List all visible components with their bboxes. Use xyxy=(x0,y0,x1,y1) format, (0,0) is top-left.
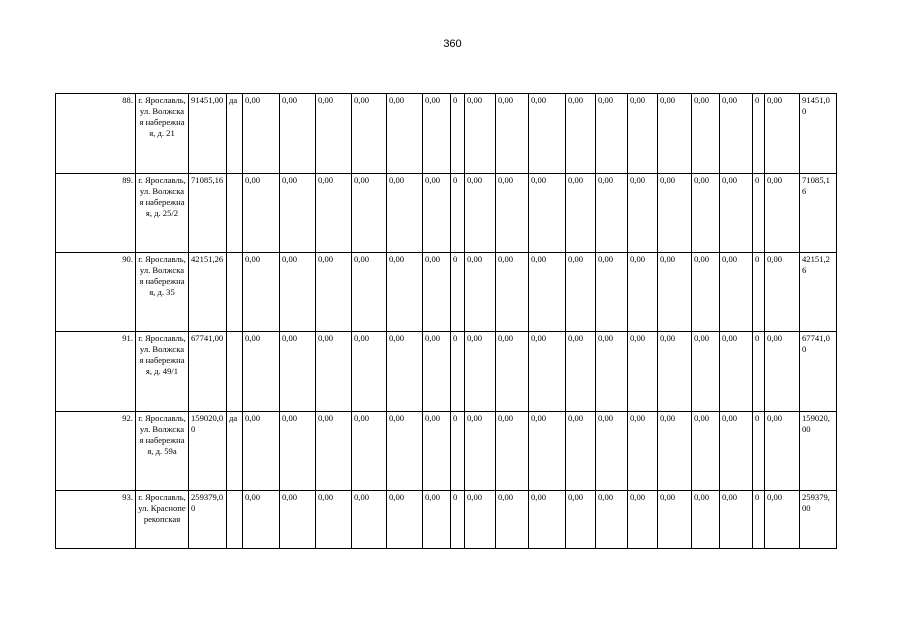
value-cell: 0,00 xyxy=(529,332,566,412)
value-cell: 0,00 xyxy=(465,94,496,174)
value-cell: 0,00 xyxy=(596,491,628,549)
total-cell: 67741,00 xyxy=(189,332,227,412)
value-cell: 0,00 xyxy=(692,491,720,549)
value-cell: 0,00 xyxy=(316,94,352,174)
value-cell: 0,00 xyxy=(566,332,596,412)
value-cell: 0,00 xyxy=(566,491,596,549)
value-cell: 0,00 xyxy=(692,253,720,332)
value-cell: 0,00 xyxy=(387,94,423,174)
value-cell: 0,00 xyxy=(496,412,529,491)
value-cell: 0,00 xyxy=(496,94,529,174)
value-cell: 0,00 xyxy=(658,491,692,549)
value-cell: 0,00 xyxy=(596,412,628,491)
value-cell: 0,00 xyxy=(387,491,423,549)
value-cell: 0,00 xyxy=(596,94,628,174)
value-cell: 0 xyxy=(753,174,765,253)
flag-cell: да xyxy=(227,412,243,491)
value-cell: 0,00 xyxy=(423,94,451,174)
value-cell: 0,00 xyxy=(243,174,280,253)
value-cell: 0,00 xyxy=(566,174,596,253)
address-cell: г. Ярославль, ул. Волжская набережная, д. 25/2 xyxy=(136,174,189,253)
value-cell: 0,00 xyxy=(280,253,316,332)
table-row xyxy=(56,412,837,491)
value-cell: 0,00 xyxy=(352,94,387,174)
value-cell: 0,00 xyxy=(720,174,753,253)
row-number-cell: 90. xyxy=(56,253,136,332)
address-cell: г. Ярославль, ул. Волжская набережная, д. 35 xyxy=(136,253,189,332)
value-cell: 0,00 xyxy=(316,491,352,549)
end-total-cell: 91451,00 xyxy=(800,94,837,174)
value-cell: 0,00 xyxy=(280,332,316,412)
value-cell: 0,00 xyxy=(496,491,529,549)
total-cell: 91451,00 xyxy=(189,94,227,174)
value-cell: 0,00 xyxy=(765,94,800,174)
value-cell: 0,00 xyxy=(243,412,280,491)
value-cell: 0,00 xyxy=(628,491,658,549)
value-cell: 0 xyxy=(753,332,765,412)
table-row xyxy=(56,174,837,253)
value-cell: 0,00 xyxy=(628,332,658,412)
page-number: 360 xyxy=(443,38,462,50)
value-cell: 0,00 xyxy=(496,332,529,412)
data-table xyxy=(55,93,837,549)
end-total-cell: 259379,00 xyxy=(800,491,837,549)
value-cell: 0,00 xyxy=(529,174,566,253)
value-cell: 0,00 xyxy=(529,491,566,549)
value-cell: 0,00 xyxy=(596,253,628,332)
value-cell: 0,00 xyxy=(316,332,352,412)
value-cell: 0,00 xyxy=(658,174,692,253)
value-cell: 0,00 xyxy=(465,332,496,412)
value-cell: 0,00 xyxy=(765,174,800,253)
table-row xyxy=(56,253,837,332)
value-cell: 0,00 xyxy=(465,412,496,491)
value-cell: 0,00 xyxy=(496,253,529,332)
flag-cell: да xyxy=(227,94,243,174)
total-cell: 159020,00 xyxy=(189,412,227,491)
value-cell: 0,00 xyxy=(496,174,529,253)
value-cell: 0,00 xyxy=(658,253,692,332)
value-cell: 0,00 xyxy=(529,94,566,174)
value-cell: 0,00 xyxy=(692,332,720,412)
value-cell: 0,00 xyxy=(628,253,658,332)
value-cell: 0,00 xyxy=(658,94,692,174)
value-cell: 0,00 xyxy=(596,332,628,412)
row-number-cell: 91. xyxy=(56,332,136,412)
value-cell: 0,00 xyxy=(720,332,753,412)
address-cell: г. Ярославль, ул. Волжская набережная, д. 49/1 xyxy=(136,332,189,412)
value-cell: 0,00 xyxy=(423,332,451,412)
value-cell: 0 xyxy=(753,253,765,332)
address-cell: г. Ярославль, ул. Волжская набережная, д. 59а xyxy=(136,412,189,491)
value-cell: 0,00 xyxy=(352,412,387,491)
flag-cell xyxy=(227,491,243,549)
value-cell: 0,00 xyxy=(566,412,596,491)
value-cell: 0,00 xyxy=(692,174,720,253)
end-total-cell: 71085,16 xyxy=(800,174,837,253)
value-cell: 0,00 xyxy=(765,332,800,412)
value-cell: 0,00 xyxy=(352,253,387,332)
value-cell: 0,00 xyxy=(280,94,316,174)
value-cell: 0,00 xyxy=(465,253,496,332)
value-cell: 0,00 xyxy=(465,491,496,549)
value-cell: 0,00 xyxy=(316,174,352,253)
value-cell: 0,00 xyxy=(720,253,753,332)
value-cell: 0,00 xyxy=(720,491,753,549)
value-cell: 0,00 xyxy=(243,491,280,549)
value-cell: 0,00 xyxy=(280,491,316,549)
value-cell: 0 xyxy=(451,174,465,253)
address-cell: г. Ярославль, ул. Красноперекопская xyxy=(136,491,189,549)
table-row xyxy=(56,94,837,174)
value-cell: 0,00 xyxy=(628,94,658,174)
value-cell: 0,00 xyxy=(658,332,692,412)
table-row xyxy=(56,332,837,412)
value-cell: 0 xyxy=(451,412,465,491)
value-cell: 0,00 xyxy=(423,412,451,491)
value-cell: 0,00 xyxy=(316,412,352,491)
value-cell: 0,00 xyxy=(316,253,352,332)
flag-cell xyxy=(227,253,243,332)
end-total-cell: 42151,26 xyxy=(800,253,837,332)
value-cell: 0,00 xyxy=(529,412,566,491)
value-cell: 0 xyxy=(451,491,465,549)
value-cell: 0,00 xyxy=(423,491,451,549)
value-cell: 0,00 xyxy=(692,94,720,174)
row-number-cell: 93. xyxy=(56,491,136,549)
value-cell: 0 xyxy=(451,94,465,174)
value-cell: 0,00 xyxy=(765,253,800,332)
address-cell: г. Ярославль, ул. Волжская набережная, д. 21 xyxy=(136,94,189,174)
value-cell: 0,00 xyxy=(243,253,280,332)
flag-cell xyxy=(227,174,243,253)
row-number-cell: 88. xyxy=(56,94,136,174)
value-cell: 0,00 xyxy=(566,253,596,332)
end-total-cell: 67741,00 xyxy=(800,332,837,412)
value-cell: 0 xyxy=(753,491,765,549)
value-cell: 0,00 xyxy=(465,174,496,253)
value-cell: 0,00 xyxy=(280,174,316,253)
total-cell: 71085,16 xyxy=(189,174,227,253)
value-cell: 0,00 xyxy=(243,94,280,174)
value-cell: 0 xyxy=(753,412,765,491)
value-cell: 0,00 xyxy=(352,332,387,412)
value-cell: 0,00 xyxy=(387,253,423,332)
value-cell: 0 xyxy=(753,94,765,174)
value-cell: 0,00 xyxy=(387,174,423,253)
value-cell: 0,00 xyxy=(387,332,423,412)
value-cell: 0 xyxy=(451,332,465,412)
value-cell: 0,00 xyxy=(596,174,628,253)
value-cell: 0,00 xyxy=(628,412,658,491)
value-cell: 0,00 xyxy=(352,174,387,253)
value-cell: 0,00 xyxy=(628,174,658,253)
row-number-cell: 89. xyxy=(56,174,136,253)
value-cell: 0,00 xyxy=(658,412,692,491)
value-cell: 0,00 xyxy=(720,412,753,491)
value-cell: 0 xyxy=(451,253,465,332)
flag-cell xyxy=(227,332,243,412)
value-cell: 0,00 xyxy=(352,491,387,549)
total-cell: 42151,26 xyxy=(189,253,227,332)
value-cell: 0,00 xyxy=(423,174,451,253)
row-number-cell: 92. xyxy=(56,412,136,491)
value-cell: 0,00 xyxy=(720,94,753,174)
value-cell: 0,00 xyxy=(280,412,316,491)
value-cell: 0,00 xyxy=(765,491,800,549)
value-cell: 0,00 xyxy=(529,253,566,332)
table-row xyxy=(56,491,837,549)
value-cell: 0,00 xyxy=(765,412,800,491)
end-total-cell: 159020,00 xyxy=(800,412,837,491)
value-cell: 0,00 xyxy=(423,253,451,332)
total-cell: 259379,00 xyxy=(189,491,227,549)
value-cell: 0,00 xyxy=(243,332,280,412)
value-cell: 0,00 xyxy=(566,94,596,174)
value-cell: 0,00 xyxy=(387,412,423,491)
value-cell: 0,00 xyxy=(692,412,720,491)
